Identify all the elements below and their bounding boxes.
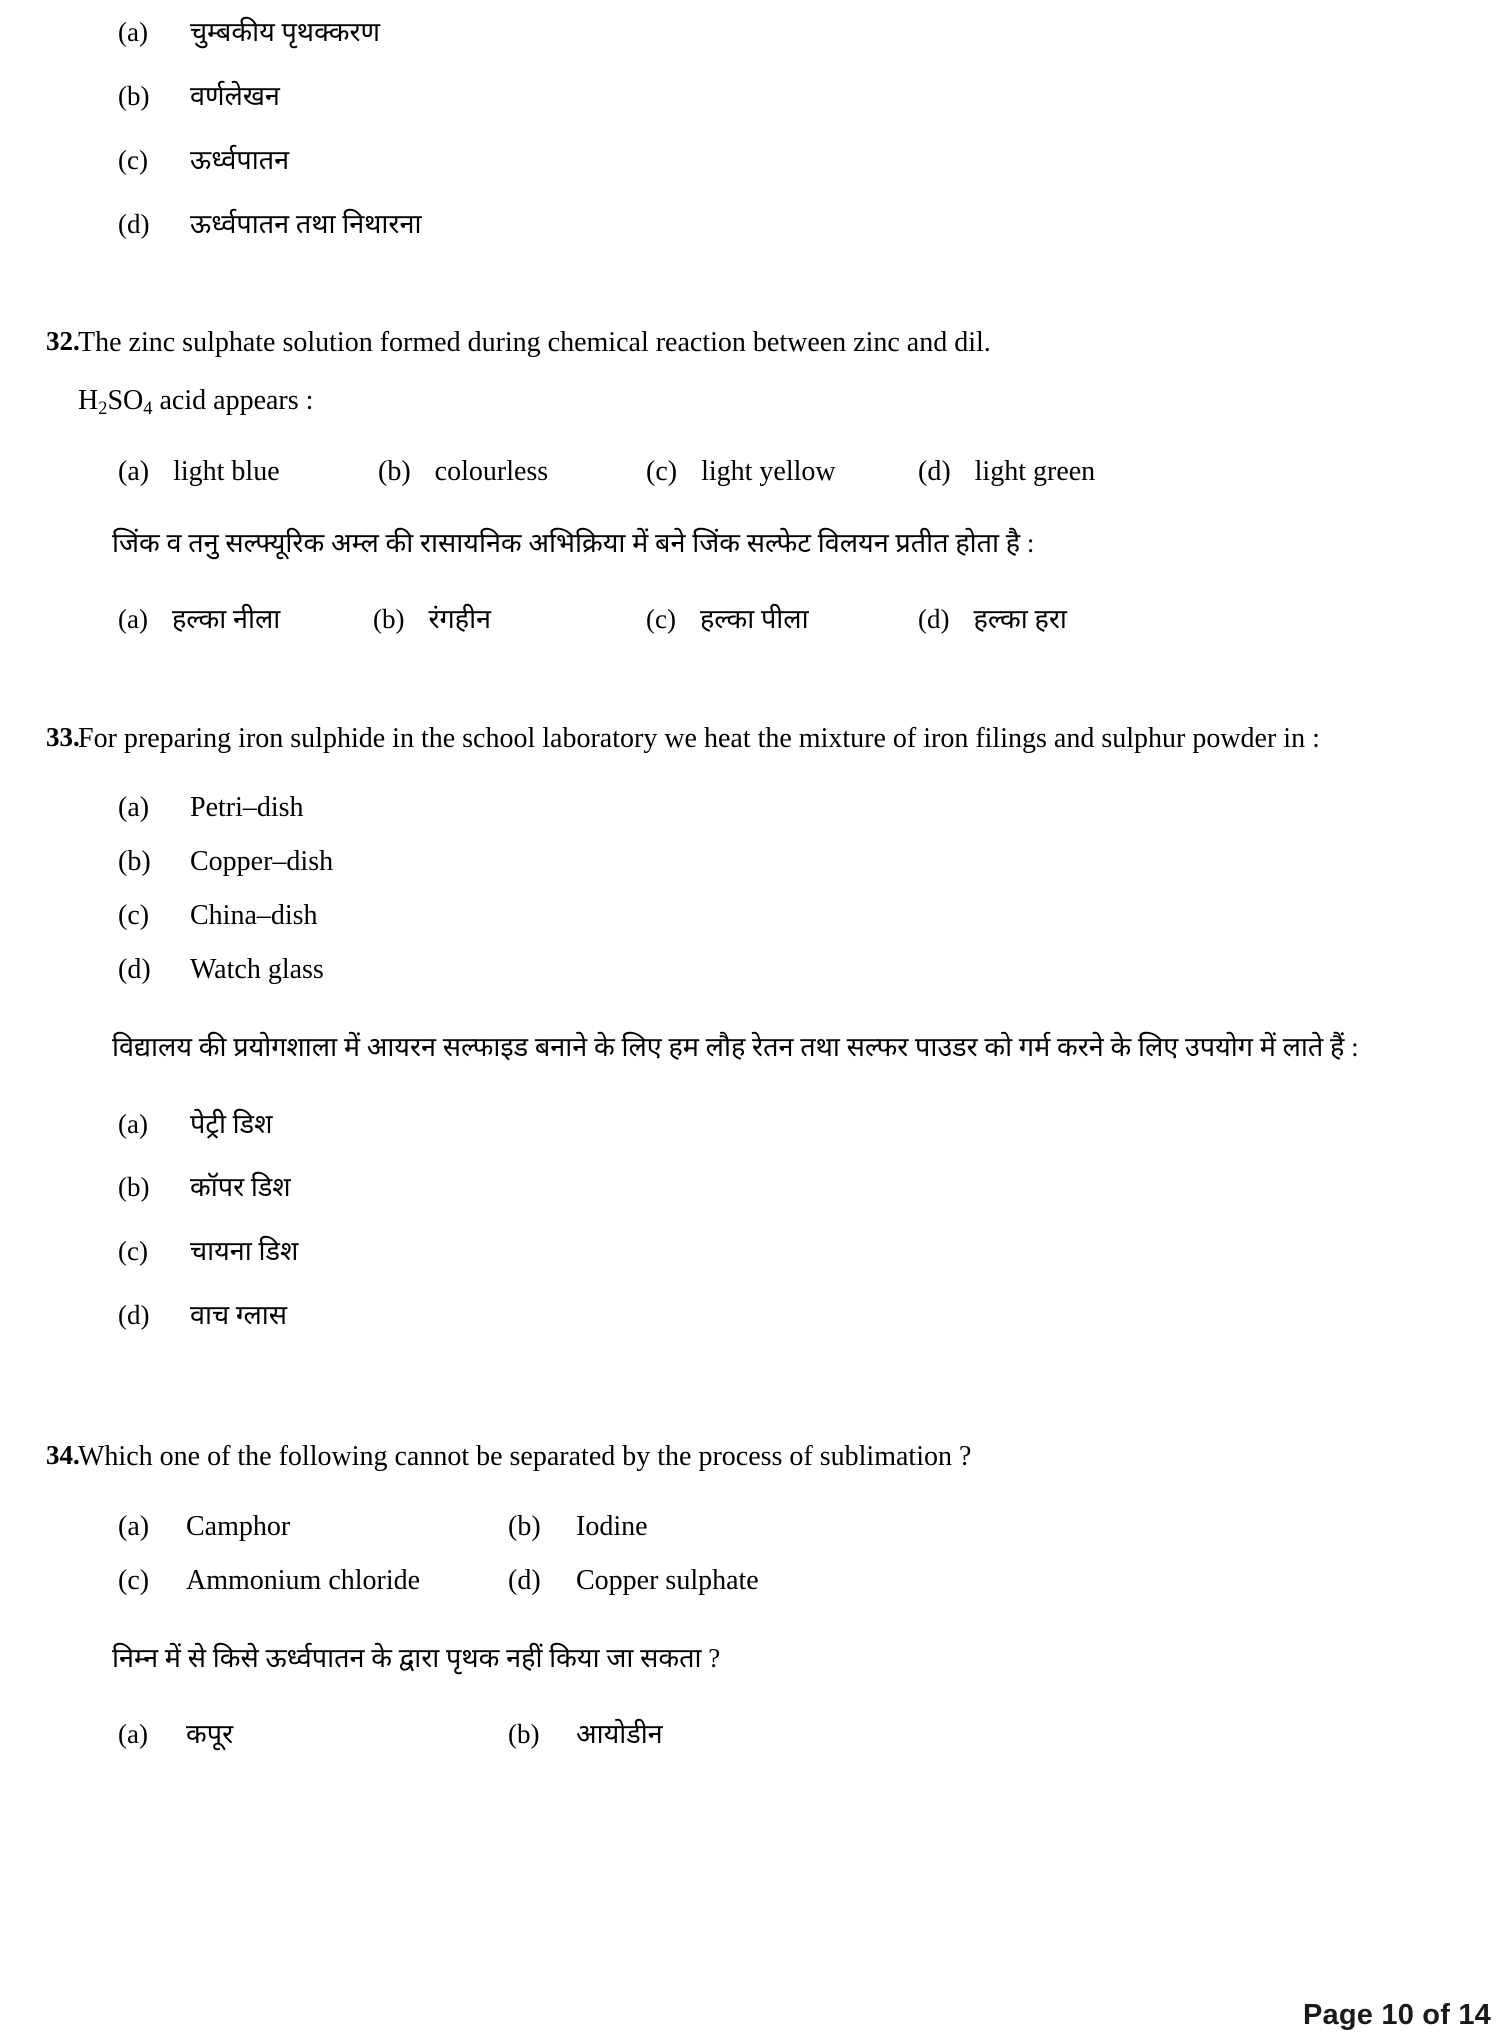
option-row[interactable] [118,76,1505,118]
option-label: (b) [118,80,150,111]
option-label: (a) [118,792,150,824]
option-label: (a) [118,603,148,634]
question-number: 34. [46,1439,80,1470]
question-text-english [78,323,1505,363]
option-d[interactable] [508,1565,759,1597]
option-row[interactable] [118,792,1505,824]
option-text: light yellow [701,455,836,487]
option-row[interactable] [118,204,1505,246]
option-text: Copper–dish [190,846,334,878]
q34-english-options-row1 [118,1511,1505,1543]
question-text-hindi-33: विद्यालय की प्रयोगशाला में आयरन सल्फाइड बनाने के लिए हम लौह रेतन तथा सल्फर पाउडर को गर्म करने के लिए उपयोग में लाते हैं : [112,1032,1359,1063]
option-text: हल्का पीला [699,603,809,634]
option-text: वर्णलेखन [190,80,280,111]
option-text: हल्का नीला [171,603,281,634]
question-text-hindi-34: निम्न में से किसे ऊर्ध्वपातन के द्वारा पृथक नहीं किया जा सकता ? [112,1642,721,1673]
option-row[interactable] [118,1295,1505,1337]
question-34-heading [0,1437,1505,1477]
option-label: (b) [378,455,411,487]
option-label: (b) [118,1172,150,1203]
option-text: हल्का हरा [973,603,1067,634]
option-text: वाच ग्लास [190,1300,288,1331]
question-block-31-continued [0,12,1505,245]
question-text-hindi-32: जिंक व तनु सल्फ्यूरिक अम्ल की रासायनिक अभिक्रिया में बने जिंक सल्फेट विलयन प्रतीत होता है : [112,527,1035,558]
page-footer: Page 10 of 14 [1303,1999,1491,2031]
option-a[interactable] [118,456,378,488]
question-block-34 [0,1437,1505,1756]
option-text: China–dish [190,900,318,932]
option-a[interactable] [118,1511,508,1543]
option-text: Iodine [576,1510,648,1542]
question-text-english: Which one of the following cannot be separated by the process of sublimation ? [78,1440,972,1472]
option-text: चायना डिश [190,1236,299,1267]
question-block-33 [0,719,1505,1337]
option-text: आयोडीन [576,1718,663,1749]
option-text: कॉपर डिश [190,1172,291,1203]
option-label: (b) [508,1718,540,1749]
option-row[interactable] [118,1104,1505,1146]
option-c[interactable] [118,1565,508,1597]
option-row[interactable] [118,954,1505,986]
option-text: ऊर्ध्वपातन [190,144,290,175]
option-label: (a) [118,1108,148,1139]
option-label: (c) [646,603,676,634]
option-label: (d) [918,455,951,487]
q34-english-options-row2 [118,1565,1505,1597]
option-label: (c) [118,144,148,175]
q34-hindi-options-row1 [118,1714,1505,1756]
q31-hindi-options [118,12,1505,245]
question-32-formula-line [0,381,1505,421]
option-text: चुम्बकीय पृथक्करण [190,17,381,47]
q33-english-options [118,792,1505,986]
option-label: (d) [118,1300,150,1331]
option-label: (c) [118,1236,148,1267]
formula-h: H [78,385,99,417]
option-label: (d) [118,954,151,986]
option-row[interactable] [118,1231,1505,1273]
option-d[interactable] [918,599,1067,641]
q32-english-options [118,456,1505,488]
option-text: Copper sulphate [576,1564,759,1596]
formula-trailing-text: acid appears : [152,385,314,417]
q33-hindi-options [118,1104,1505,1337]
formula-subscript-2: 2 [98,398,108,419]
option-text: light blue [173,455,280,487]
option-text: Camphor [186,1510,291,1542]
question-number: 32. [46,326,80,357]
option-label: (d) [118,208,150,239]
option-row[interactable] [118,140,1505,182]
option-text: कपूर [186,1718,234,1749]
option-text: रंगहीन [428,603,492,634]
option-label: (c) [646,455,678,487]
option-text: पेट्री डिश [190,1108,273,1139]
option-b[interactable] [378,456,646,488]
question-block-32 [0,323,1505,640]
option-label: (c) [118,1564,150,1596]
option-text: Watch glass [190,954,324,986]
option-d[interactable] [918,456,1095,488]
option-label: (a) [118,1510,150,1542]
option-label: (a) [118,17,148,47]
option-b[interactable] [508,1511,648,1543]
option-a[interactable] [118,599,373,641]
question-number: 33. [46,721,80,752]
option-label: (c) [118,900,150,932]
question-33-heading [0,719,1505,759]
option-a[interactable] [118,1714,508,1756]
question-text-line1: The zinc sulphate solution formed during chemical reaction between zinc and dil. [78,327,991,359]
option-text: light green [974,455,1096,487]
option-label: (d) [508,1564,541,1596]
option-b[interactable] [508,1714,663,1756]
question-32-heading [0,323,1505,363]
option-label: (b) [373,603,405,634]
option-label: (b) [118,846,151,878]
option-c[interactable] [646,456,918,488]
formula-subscript-4: 4 [143,398,153,419]
question-text-english-line2 [78,381,1505,421]
question-text-english: For preparing iron sulphide in the school laboratory we heat the mixture of iron filings and sulphur powder in : [78,722,1320,754]
option-row[interactable] [118,900,1505,932]
option-text: ऊर्ध्वपातन तथा निथारना [190,208,422,239]
option-text: Ammonium chloride [186,1564,421,1596]
option-label: (b) [508,1510,541,1542]
option-b[interactable] [373,599,646,641]
option-c[interactable] [646,599,918,641]
option-label: (a) [118,455,150,487]
option-text: colourless [434,455,549,487]
option-label: (d) [918,603,950,634]
option-row[interactable] [118,846,1505,878]
option-label: (a) [118,1718,148,1749]
option-text: Petri–dish [190,792,304,824]
q32-hindi-options [118,599,1505,641]
option-row[interactable] [118,12,1505,54]
formula-so: SO [107,385,144,417]
option-row[interactable] [118,1167,1505,1209]
